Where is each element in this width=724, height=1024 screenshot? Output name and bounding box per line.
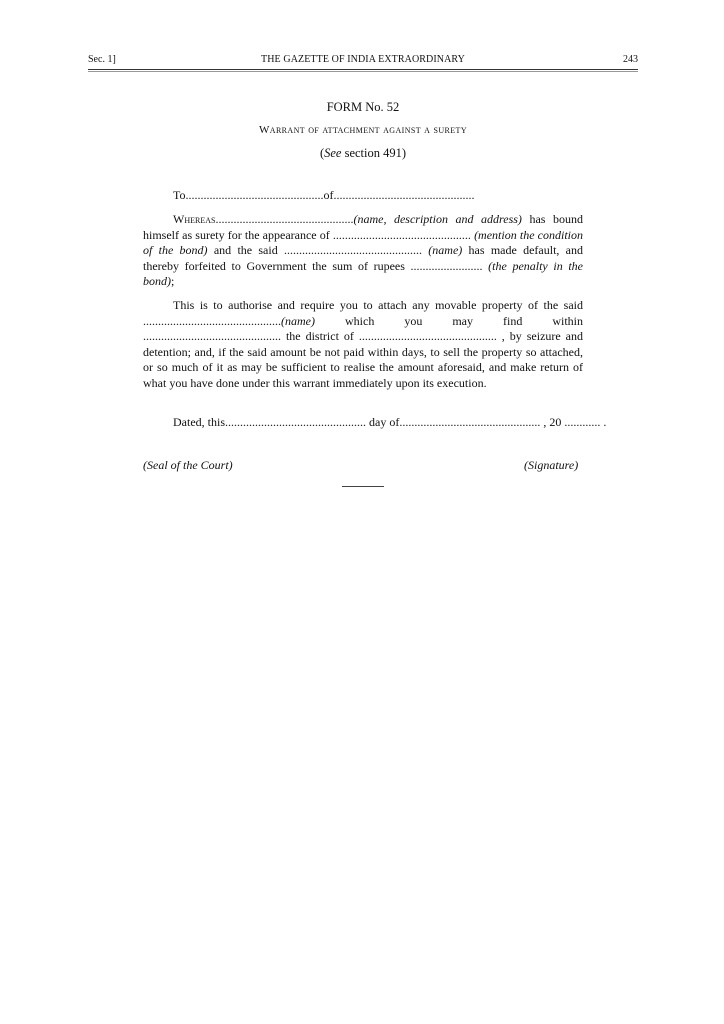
district-blank: .............................................. xyxy=(358,329,497,343)
surety-note: (name, description and address) xyxy=(353,212,522,226)
authorise-text-4: , by seizure and detention; and, if the said amount be not paid within days, to sell the property so attached, or so much of it as may be sufficient to realise the amount aforesaid, and make return of what you have done under this warrant immediately upon its execution. xyxy=(143,329,583,390)
page-header xyxy=(88,54,638,70)
whereas-text-4: ; xyxy=(171,274,175,288)
name-blank: .............................................. xyxy=(143,313,281,328)
defaulter-blank: .............................................. xyxy=(284,243,422,257)
month-blank: ............................................... xyxy=(399,415,541,429)
whereas-text-1: has bound himself as surety for the appearance of xyxy=(143,212,584,242)
day-of-label: day of xyxy=(366,415,400,429)
dated-end: . xyxy=(600,415,607,429)
gazette-title: THE GAZETTE OF INDIA EXTRAORDINARY xyxy=(261,54,465,65)
year-label: , 20 xyxy=(540,415,565,429)
header-rule xyxy=(88,69,638,70)
authorise-paragraph xyxy=(143,298,583,391)
end-rule xyxy=(342,486,384,487)
dated-label: Dated, this xyxy=(173,415,225,429)
to-blank: .............................................. xyxy=(185,188,324,202)
of-label: of xyxy=(323,188,334,202)
within-blank: .............................................. xyxy=(143,329,281,343)
rupees-blank: ........................ xyxy=(410,258,483,273)
form-number: FORM No. 52 xyxy=(326,100,400,114)
signature-label: (Signature) xyxy=(524,458,579,472)
surety-blank: .............................................. xyxy=(215,212,354,226)
authorise-text-2: which you may find within xyxy=(314,313,583,328)
see-section: section 491) xyxy=(341,146,407,160)
whereas-text-2: and the said xyxy=(207,243,284,257)
dated-line xyxy=(173,415,606,430)
defaulter-note: (name) xyxy=(422,243,463,257)
day-blank: ............................................... xyxy=(225,415,366,429)
seal-of-court: (Seal of the Court) xyxy=(143,458,233,472)
of-blank: ............................................... xyxy=(333,188,475,202)
whereas-text-3: has made default, and thereby forfeited to Government the sum of rupees xyxy=(143,243,584,273)
authorise-text-1: This is to authorise and require you to attach any movable property of the said xyxy=(173,298,583,312)
section-label: Sec. 1] xyxy=(88,54,116,65)
form-title: Warrant of attachment against a surety xyxy=(258,124,468,136)
condition-blank: .............................................. xyxy=(332,227,471,242)
penalty-note: (the penalty in the bond) xyxy=(143,258,583,288)
year-blank: ............ xyxy=(564,415,601,429)
authorise-text-3: the district of xyxy=(281,329,359,343)
addressee-paragraph xyxy=(143,188,583,204)
to-label: To xyxy=(173,188,186,202)
header-rule-secondary xyxy=(88,71,638,72)
whereas-word: Whereas xyxy=(173,212,216,226)
section-reference: (See section 491) xyxy=(319,146,407,160)
condition-note: (mention the condition of the bond) xyxy=(143,227,583,257)
name-note: (name) xyxy=(281,313,315,328)
page-number: 243 xyxy=(623,54,638,65)
whereas-paragraph xyxy=(143,212,583,290)
see-word: See xyxy=(324,146,342,160)
